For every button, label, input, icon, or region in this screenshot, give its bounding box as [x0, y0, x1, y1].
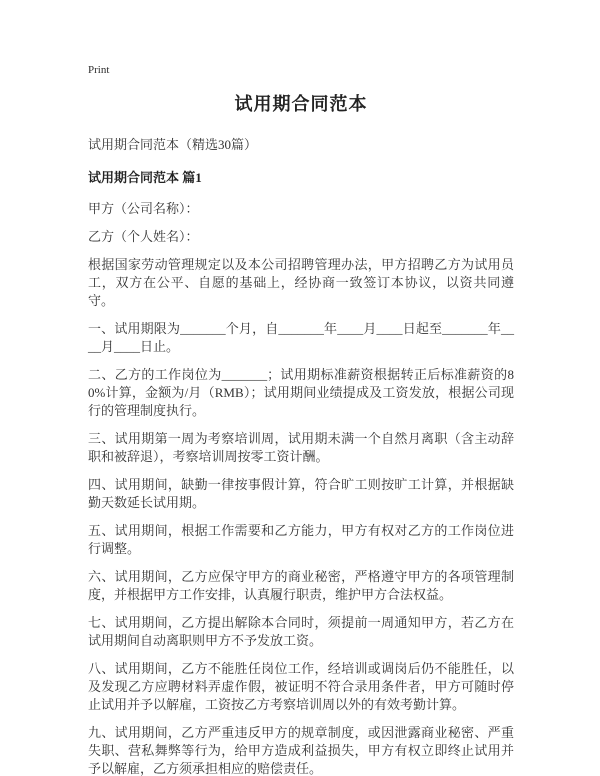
- section-heading: 试用期合同范本 篇1: [88, 170, 202, 185]
- paragraph: 根据国家劳动管理规定以及本公司招聘管理办法，甲方招聘乙方为试用员工，双方在公平、自愿的基础上，经协商一致签订本协议，以资共同遵守。: [88, 257, 514, 308]
- document-subtitle: 试用期合同范本（精选30篇）: [88, 137, 258, 152]
- document-title: 试用期合同范本: [234, 94, 368, 114]
- paragraph: 七、试用期间，乙方提出解除本合同时，须提前一周通知甲方，若乙方在试用期间自动离职则甲方不予发放工资。: [88, 615, 514, 648]
- paragraph: 九、试用期间，乙方严重违反甲方的规章制度，或因泄露商业秘密、严重失职、营私舞弊等行为，给甲方造成利益损失，甲方有权立即终止试用并予以解雇，乙方须承担相应的赔偿责任。: [88, 725, 514, 776]
- paragraph: 八、试用期间，乙方不能胜任岗位工作，经培训或调岗后仍不能胜任，以及发现乙方应聘材料弄虚作假，被证明不符合录用条件者，甲方可随时停止试用并予以解雇，工资按乙方考察培训周以外的有效考勤计算。: [88, 661, 514, 712]
- paragraph: 乙方（个人姓名）：: [88, 229, 199, 244]
- paragraph: 四、试用期间，缺勤一律按事假计算，符合旷工则按旷工计算，并根据缺勤天数延长试用期。: [88, 477, 514, 510]
- print-button[interactable]: Print: [88, 64, 110, 76]
- document-body: [88, 200, 514, 776]
- paragraph: 三、试用期第一周为考察培训周，试用期未满一个自然月离职（含主动辞职和被辞退），考察培训周按零工资计酬。: [88, 431, 514, 464]
- paragraph: 一、试用期限为_______个月，自_______年____月____日起至_______年____月____日止。: [88, 321, 514, 354]
- paragraph: 五、试用期间，根据工作需要和乙方能力，甲方有权对乙方的工作岗位进行调整。: [88, 523, 514, 556]
- paragraph: 甲方（公司名称）：: [88, 201, 199, 216]
- paragraph: 六、试用期间，乙方应保守甲方的商业秘密，严格遵守甲方的各项管理制度，并根据甲方工作安排，认真履行职责，维护甲方合法权益。: [88, 569, 514, 602]
- paragraph: 二、乙方的工作岗位为_______；试用期标准薪资根据转正后标准薪资的80%计算，金额为/月（RMB）；试用期间业绩提成及工资发放，根据公司现行的管理制度执行。: [88, 367, 514, 418]
